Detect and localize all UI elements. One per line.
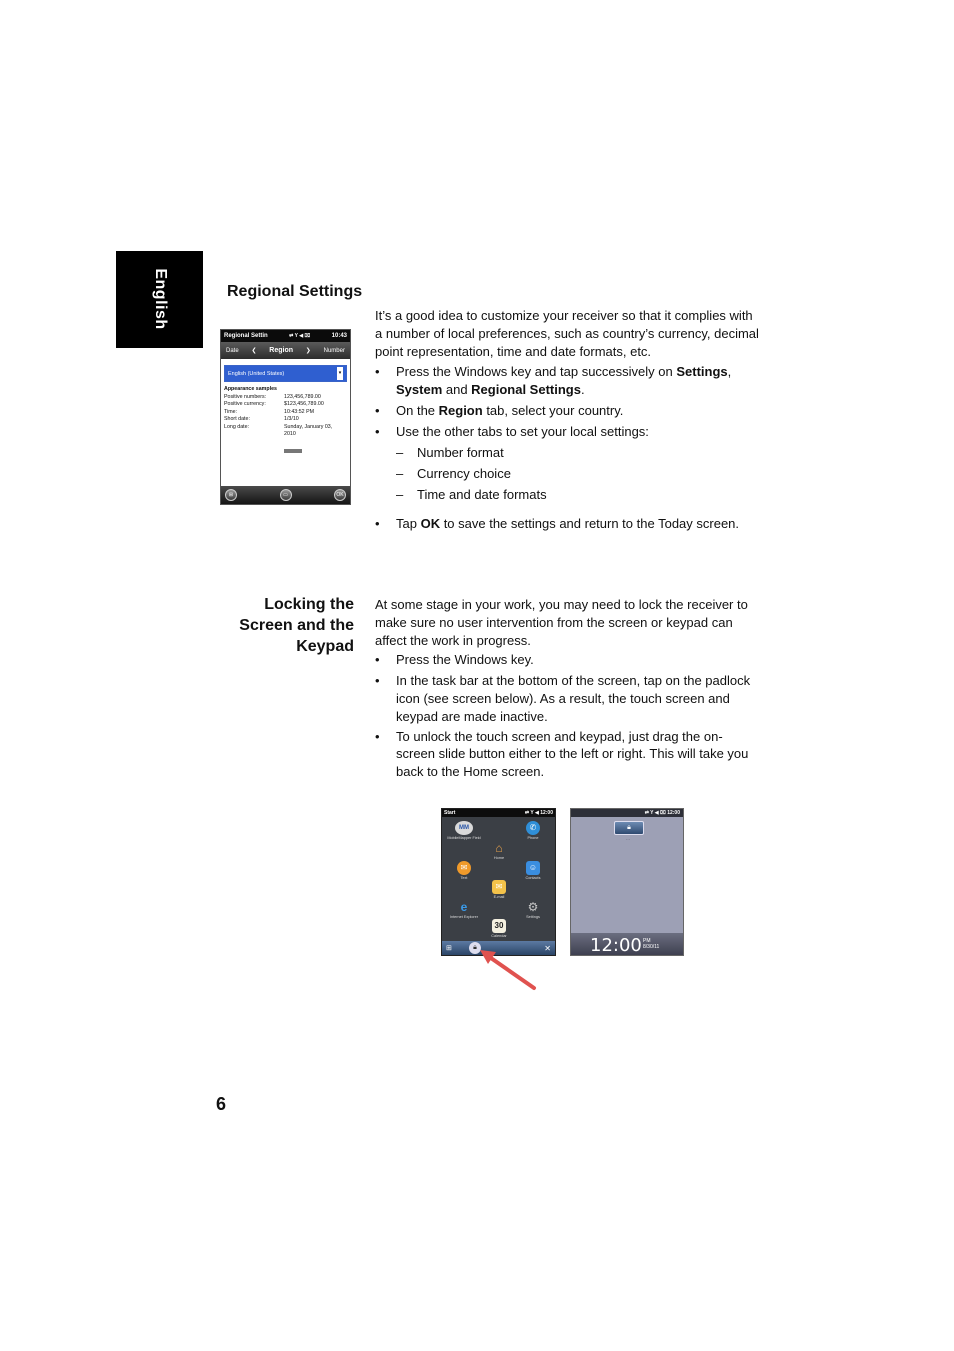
sample-row: Time: 10:43:52 PM — [224, 408, 315, 415]
phone-status-bar — [571, 809, 683, 817]
keyboard-toggle-icon: ▭ — [280, 489, 292, 501]
tab-date: Date — [226, 347, 239, 354]
regional-intro: It’s a good idea to customize your receiver so that it complies with a number of local preferences, such as country’s currency, decimal point representation, time and date formats, etc. — [375, 308, 759, 359]
regional-settings-body — [375, 307, 760, 532]
chevron-left-icon: ❮ — [251, 348, 257, 354]
unlock-hint: ⋯ — [626, 837, 630, 842]
phone-clock: 10:43 — [331, 333, 347, 339]
sub-list — [396, 442, 760, 505]
status-icons: ⇄ Y ◀ 12:00 — [524, 810, 553, 816]
home-icon: ⌂ — [495, 841, 503, 855]
padlock-icon: 🔒︎ — [627, 824, 631, 831]
sample-row: Long date: Sunday, January 03, 2010 — [224, 423, 333, 437]
pointer-arrow — [474, 946, 544, 996]
start-screen-screenshot — [441, 808, 556, 956]
tile-contacts: ☺ Contacts — [525, 863, 541, 880]
ok-button: OK — [334, 489, 346, 501]
chevron-right-icon: ❯ — [305, 348, 311, 354]
tile-internet-explorer: e Internet Explorer — [449, 900, 479, 919]
lock-time: 12:00 — [590, 935, 642, 956]
tile-email: ✉ E-mail — [493, 882, 505, 899]
list-item: • Use the other tabs to set your local settings: – Number format – Currency choice – Time and date formats — [375, 423, 760, 505]
phone-status-bar — [221, 330, 350, 342]
phone-title: Regional Settin — [224, 333, 268, 339]
list-item: • Tap OK to save the settings and return to the Today screen. — [375, 515, 760, 533]
email-icon: ✉ — [492, 880, 506, 894]
sample-row: Positive numbers: 123,456,789.00 — [224, 393, 321, 400]
lock-screen-screenshot — [570, 808, 684, 956]
language-tab — [116, 251, 203, 348]
start-tiles — [442, 817, 555, 941]
tab-number: Number — [323, 347, 345, 354]
page-number: 6 — [216, 1094, 227, 1114]
regional-settings-heading: Regional Settings — [227, 283, 363, 300]
locking-steps — [375, 651, 760, 781]
phone-status-bar: Start ⇄ Y ◀ 12:00 — [444, 810, 553, 816]
tile-settings: ⚙ Settings — [526, 900, 540, 919]
regional-steps — [375, 363, 760, 532]
sub-list-item: – Number format — [396, 442, 760, 463]
language-tab-label: English — [152, 268, 169, 330]
tile-mobilemapper: MM MobileMapper Field — [447, 821, 481, 840]
internet-explorer-icon: e — [460, 900, 468, 914]
phone-icon: ✆ — [526, 821, 540, 835]
keyboard-icon — [284, 449, 302, 453]
lock-clock-panel — [571, 933, 683, 955]
sub-list-item: – Time and date formats — [396, 484, 760, 505]
list-item: • On the Region tab, select your country. — [375, 402, 760, 420]
phone-taskbar — [221, 486, 350, 504]
tile-home: ⌂ Home — [493, 841, 505, 860]
tile-text: ✉ Text — [447, 861, 481, 880]
status-icons: ⇄ Y ◀ ⌧ — [289, 333, 311, 339]
tile-calendar: 30 Calendar — [491, 921, 507, 938]
close-icon: ✕ — [544, 943, 551, 953]
sample-row: Positive currency: $123,456,789.00 — [224, 401, 324, 407]
text-icon: ✉ — [457, 861, 471, 875]
padlock-icon: 🔒︎ — [469, 942, 481, 954]
locking-heading: Locking the Screen and the Keypad — [239, 596, 354, 655]
windows-icon: ⊞ — [446, 945, 452, 952]
list-item: • To unlock the touch screen and keypad, just drag the on-screen slide button either to the left or right. This will take you back to the Home screen. — [375, 728, 760, 781]
list-item: • In the task bar at the bottom of the screen, tap on the padlock icon (see screen below). As a result, the touch screen and keypad are made inactive. — [375, 672, 760, 725]
appearance-samples — [221, 382, 350, 453]
mobilemapper-icon: MM — [455, 821, 473, 835]
sample-row: Short date: 1/3/10 — [224, 416, 299, 422]
unlock-slider-button — [614, 821, 644, 835]
tile-phone: ✆ Phone — [527, 823, 539, 840]
gear-icon: ⚙ — [527, 900, 539, 914]
dropdown-arrow-icon: ▾ — [337, 367, 343, 380]
phone-tab-strip — [221, 342, 350, 359]
calendar-icon: 30 — [492, 919, 506, 933]
list-item: • Press the Windows key and tap successively on Settings, System and Regional Settings. — [375, 363, 760, 399]
locking-body — [375, 596, 760, 781]
sub-list-item: – Currency choice — [396, 463, 760, 484]
list-item: • Press the Windows key. — [375, 651, 760, 669]
country-select: English (United States) ▾ — [224, 365, 347, 382]
tab-region: Region — [269, 347, 294, 354]
contacts-icon: ☺ — [526, 861, 540, 875]
status-icons: ⇄ Y ◀ ⌧ 12:00 — [644, 810, 680, 816]
windows-icon: ⊞ — [225, 489, 237, 501]
locking-intro: At some stage in your work, you may need to lock the receiver to make sure no user intervention from the screen or keypad can affect the work in progress. — [375, 597, 748, 648]
lock-date: PM 8/30/11 — [643, 938, 660, 950]
samples-heading: Appearance samples — [224, 386, 277, 392]
regional-settings-screenshot — [220, 329, 351, 505]
